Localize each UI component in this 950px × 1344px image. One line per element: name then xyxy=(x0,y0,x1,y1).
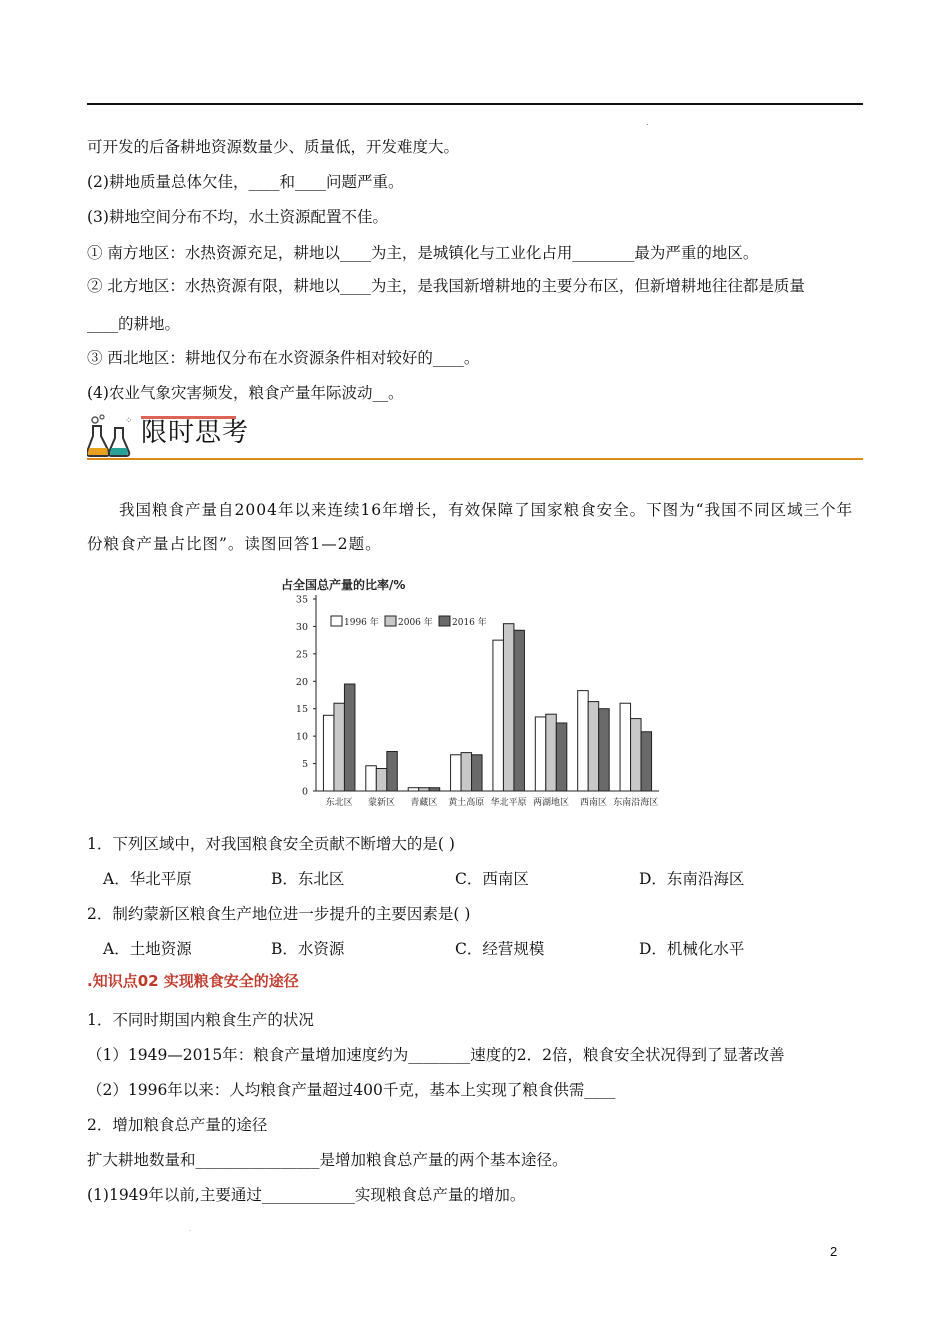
bar xyxy=(323,715,334,791)
intro-paragraph: 我国粮食产量自2004年以来连续16年增长，有效保障了国家粮食安全。下图为“我国不同区域三个年份粮食产量占比图”。读图回答1—2题。 xyxy=(87,501,854,553)
x-tick-label: 东北区 xyxy=(325,798,353,808)
bar xyxy=(599,709,610,791)
svg-text:⁘: ⁘ xyxy=(125,416,133,426)
kp-line-2: （1）1949—2015年：粮食产量增加速度约为________速度的2．2倍，粮食安全状况得到了显著改善 xyxy=(87,1046,785,1064)
text-line-2: (2)耕地质量总体欠佳，____和____问题严重。 xyxy=(87,173,404,191)
q1-option-c[interactable]: C．西南区 xyxy=(455,870,529,888)
x-tick-label: 西南区 xyxy=(579,798,607,808)
x-tick-label: 黄土高原 xyxy=(448,798,485,808)
y-tick-label: 0 xyxy=(301,786,308,798)
kp-line-5: 扩大耕地数量和________________是增加粮食总产量的两个基本途径。 xyxy=(87,1151,568,1169)
q2-option-b[interactable]: B．水资源 xyxy=(271,940,345,958)
kp-line-6: (1)1949年以前,主要通过____________实现粮食总产量的增加。 xyxy=(87,1186,526,1204)
text-line-8: (4)农业气象灾害频发，粮食产量年际波动__。 xyxy=(87,384,404,402)
kp-line-4: 2．增加粮食总产量的途径 xyxy=(87,1116,268,1134)
bar xyxy=(408,788,419,791)
y-tick-label: 35 xyxy=(295,594,308,606)
bar xyxy=(514,630,525,791)
grain-share-bar-chart xyxy=(279,568,674,813)
q2-option-c[interactable]: C．经营规模 xyxy=(455,940,545,958)
bar xyxy=(578,691,589,791)
y-tick-label: 30 xyxy=(295,621,308,633)
bar xyxy=(344,684,355,791)
bar xyxy=(429,788,440,791)
text-line-6: ____的耕地。 xyxy=(87,315,181,333)
text-line-3: (3)耕地空间分布不均，水土资源配置不佳。 xyxy=(87,208,388,226)
y-tick-label: 10 xyxy=(295,731,308,743)
bar xyxy=(588,702,599,791)
text-line-5: ② 北方地区：水热资源有限，耕地以____为主，是我国新增耕地的主要分布区，但新增耕地往往都是质量 xyxy=(87,277,805,295)
legend-swatch xyxy=(331,616,342,626)
legend-label: 2006 年 xyxy=(398,618,433,628)
legend-label: 1996 年 xyxy=(344,618,379,628)
dot-mark-2: . xyxy=(189,1226,191,1233)
bar xyxy=(556,723,567,791)
kp-line-3: （2）1996年以来：人均粮食产量超过400千克，基本上实现了粮食供需____ xyxy=(87,1081,616,1099)
legend-label: 2016 年 xyxy=(452,618,487,628)
bar xyxy=(366,766,377,791)
q2-option-a[interactable]: A．土地资源 xyxy=(103,940,192,958)
q1-option-b[interactable]: B．东北区 xyxy=(271,870,345,888)
text-line-4: ① 南方地区：水热资源充足，耕地以____为主，是城镇化与工业化占用________最为严重的地区。 xyxy=(87,244,759,262)
bar xyxy=(641,732,652,791)
dot-mark: . xyxy=(646,118,649,127)
bar xyxy=(535,717,546,791)
x-tick-label: 两湖地区 xyxy=(533,798,570,808)
question-2-stem: 2．制约蒙新区粮食生产地位进一步提升的主要因素是( ) xyxy=(87,905,471,923)
bar xyxy=(451,755,462,791)
text-line-1: 可开发的后备耕地资源数量少、质量低，开发难度大。 xyxy=(87,138,460,156)
x-tick-label: 华北平原 xyxy=(490,798,527,808)
y-tick-label: 15 xyxy=(295,704,308,716)
question-1-stem: 1．下列区域中，对我国粮食安全贡献不断增大的是( ) xyxy=(87,835,455,853)
bar xyxy=(387,752,398,791)
y-tick-label: 5 xyxy=(301,759,308,771)
x-tick-label: 东南沿海区 xyxy=(613,798,659,808)
knowledge-point-title: .知识点02 实现粮食安全的途径 xyxy=(87,972,299,990)
section-header xyxy=(87,412,863,460)
text-line-7: ③ 西北地区：耕地仅分布在水资源条件相对较好的____。 xyxy=(87,349,480,367)
page-number: 2 xyxy=(830,1244,838,1259)
legend-swatch xyxy=(439,616,450,626)
chart-title: 占全国总产量的比率/% xyxy=(281,578,406,592)
header-rule xyxy=(87,103,863,105)
bar xyxy=(334,703,345,791)
bar xyxy=(376,769,387,791)
bar xyxy=(631,719,642,791)
section-rule xyxy=(87,458,863,460)
bar xyxy=(546,714,557,791)
y-tick-label: 25 xyxy=(295,649,308,661)
y-tick-label: 20 xyxy=(295,676,308,688)
x-tick-label: 蒙新区 xyxy=(368,798,396,808)
bar xyxy=(461,753,472,791)
bar xyxy=(419,788,430,791)
x-tick-label: 青藏区 xyxy=(410,798,438,808)
q1-option-a[interactable]: A．华北平原 xyxy=(103,870,192,888)
legend-swatch xyxy=(385,616,396,626)
lab-flask-icon xyxy=(87,414,135,458)
bar xyxy=(493,640,504,791)
bar xyxy=(472,755,483,791)
q1-option-d[interactable]: D．东南沿海区 xyxy=(639,870,745,888)
kp-line-1: 1．不同时期国内粮食生产的状况 xyxy=(87,1011,314,1029)
section-title: 限时思考 xyxy=(141,418,250,448)
bar xyxy=(620,703,631,791)
bar xyxy=(503,624,514,791)
q2-option-d[interactable]: D．机械化水平 xyxy=(639,940,745,958)
